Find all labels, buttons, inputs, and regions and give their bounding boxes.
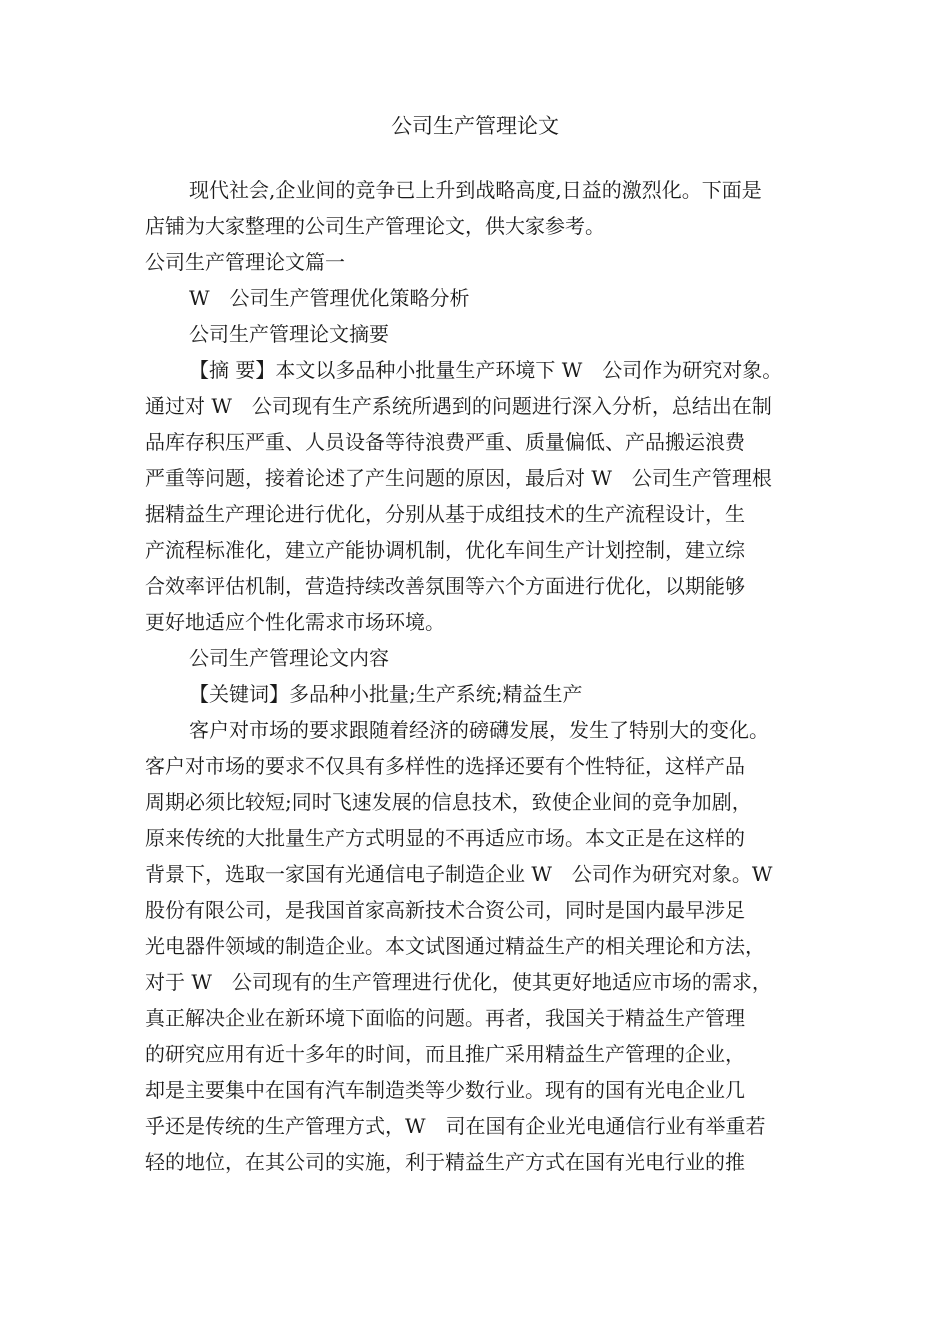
abstract-line: 更好地适应个性化需求市场环境。 bbox=[145, 610, 445, 634]
paragraph-line: 原来传统的大批量生产方式明显的不再适应市场。本文正是在这样的 bbox=[145, 826, 745, 850]
abstract-line: 【摘 要】本文以多品种小批量生产环境下 W 公司作为研究对象。 bbox=[189, 358, 783, 382]
abstract-line: 据精益生产理论进行优化，分别从基于成组技术的生产流程设计，生 bbox=[145, 502, 745, 526]
paragraph-line: 对于 W 公司现有的生产管理进行优化，使其更好地适应市场的需求， bbox=[145, 970, 772, 994]
document-body bbox=[145, 172, 815, 1180]
abstract-line: 严重等问题，接着论述了产生问题的原因，最后对 W 公司生产管理根 bbox=[145, 466, 772, 490]
subsection-heading: 公司生产管理论文内容 bbox=[189, 646, 389, 670]
paragraph-line: 背景下，选取一家国有光通信电子制造企业 W 公司作为研究对象。W bbox=[145, 862, 773, 886]
subsection-heading: W 公司生产管理优化策略分析 bbox=[189, 286, 470, 310]
paragraph-line: 现代社会,企业间的竞争已上升到战略高度,日益的激烈化。下面是 bbox=[189, 178, 762, 202]
abstract-line: 品库存积压严重、人员设备等待浪费严重、质量偏低、产品搬运浪费 bbox=[145, 430, 745, 454]
section-heading: 公司生产管理论文篇一 bbox=[145, 250, 345, 274]
paragraph-line: 轻的地位，在其公司的实施，利于精益生产方式在国有光电行业的推 bbox=[145, 1150, 745, 1174]
abstract-line: 产流程标准化，建立产能协调机制，优化车间生产计划控制，建立综 bbox=[145, 538, 745, 562]
paragraph-line: 光电器件领域的制造企业。本文试图通过精益生产的相关理论和方法， bbox=[145, 934, 765, 958]
paragraph-line: 周期必须比较短;同时飞速发展的信息技术，致使企业间的竞争加剧， bbox=[145, 790, 752, 814]
paragraph-line: 客户对市场的要求跟随着经济的磅礴发展，发生了特别大的变化。 bbox=[189, 718, 769, 742]
document-title: 公司生产管理论文 bbox=[391, 114, 559, 138]
paragraph-line: 股份有限公司，是我国首家高新技术合资公司，同时是国内最早涉足 bbox=[145, 898, 745, 922]
paragraph-line: 真正解决企业在新环境下面临的问题。再者，我国关于精益生产管理 bbox=[145, 1006, 745, 1030]
paragraph-line: 客户对市场的要求不仅具有多样性的选择还要有个性特征，这样产品 bbox=[145, 754, 745, 778]
keywords-line: 【关键词】多品种小批量;生产系统;精益生产 bbox=[189, 682, 583, 706]
subsection-heading: 公司生产管理论文摘要 bbox=[189, 322, 389, 346]
abstract-line: 通过对 W 公司现有生产系统所遇到的问题进行深入分析，总结出在制 bbox=[145, 394, 772, 418]
paragraph-line: 店铺为大家整理的公司生产管理论文，供大家参考。 bbox=[145, 214, 605, 238]
paragraph-line: 的研究应用有近十多年的时间，而且推广采用精益生产管理的企业， bbox=[145, 1042, 745, 1066]
paragraph-line: 却是主要集中在国有汽车制造类等少数行业。现有的国有光电企业几 bbox=[145, 1078, 745, 1102]
paragraph-line: 乎还是传统的生产管理方式，W 司在国有企业光电通信行业有举重若 bbox=[145, 1114, 766, 1138]
abstract-line: 合效率评估机制，营造持续改善氛围等六个方面进行优化，以期能够 bbox=[145, 574, 745, 598]
